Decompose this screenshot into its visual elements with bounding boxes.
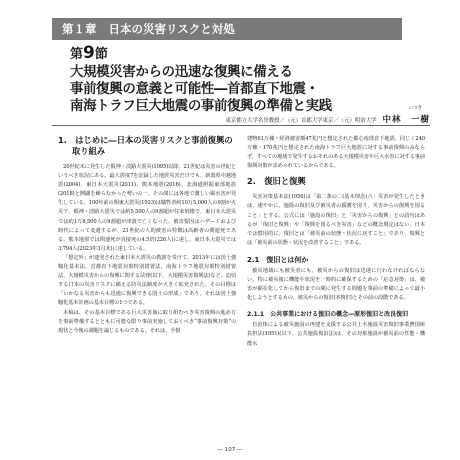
section-number	[70, 43, 108, 63]
article-title-line-1: 大規模災害からの迅速な復興に備える	[70, 65, 293, 80]
author-name: 中林 一樹	[382, 115, 430, 125]
right-column	[247, 135, 425, 349]
header-divider	[52, 125, 430, 126]
section-prefix: 第	[70, 47, 84, 62]
paragraph: 自治体による被災施設の再建を支援する公共土木施設災害復旧事業費国庫負担法(1951)(以下、公共施設復旧法)は、その対象施設が被災前の性能・機能水	[247, 322, 425, 347]
section-1-heading: 1. はじめに―日本の災害リスクと事前復興の取り組み	[58, 135, 233, 156]
paragraph: 災害対策基本法(1956)は「第二条の二(基本理念)六」災害が発生したときは、速やかに、施設の復旧及び被災者の援護を図り、災害からの復興を図ること」とする。公式には「施設の復旧」と「災害からの復興」との語句はあるが「復旧と復興」や「復興を図るべき災害」などの概念規定はない。日本では慣用的に、復旧とは「被災前の状態・状況に戻すこと」であり、復興とは「被災前の状態・状況を改善すること」である。	[247, 194, 425, 246]
paragraph: 20世紀末に発生した阪神・淡路大震災(1995)以降、21世紀は災害の世紀というべき状況にある。最大震度7を記録した地震災害だけでも、新潟県中越地震(2004)、東日本大震災(2011)、熊本地震(2016)、北海道胆振東部地震(2018)と開闢を繰らなかった勢いの一、その間には各地で激しい風水害が発生している。100年前の関東大震災(1923)は犠牲者約10万5,000人の9割が火災で、阪神・淡路大震災では約5,500人の9割超が住家倒壊で、東日本大震災では約1万8,500人の9割超が津波で亡くなった。被害要因はハザードおよび時代によって変遷するが、21世紀の人的被害の特徴は高齢者の関連死である。熊本地震では関連死が直接死の4.5倍(226人)に達し、東日本大震災では3,794人(2023年3月末)に達している。	[58, 164, 236, 252]
section-suffix: 節	[94, 47, 108, 62]
subsection-2-1-heading: 2.1 復旧とは何か	[247, 255, 309, 264]
article-title-line-2: 事前復興の意義と可能性―首都直下地震・	[70, 82, 319, 97]
paragraph: 建物61万棟・経済被害額47兆円と想定された都心南部直下地震、同じく240万棟・170兆円と想定された南海トラフ巨大地震に対する事前復興のみならず、すべての地域で発生するおそれのある大規模災害や巨大水害に対する事前復興対策が求められているからである。	[247, 136, 425, 170]
section-2-heading: 2. 復旧と復興	[247, 176, 306, 187]
paragraph: 本稿は、その基本目標である巨大災害後に取り組むべき災害復興の進め方を事前準備するとともに可能な限り事前実施しておくべき“事前復興対策”の現状と今後の課題を論じるものである。それは、全損	[58, 309, 236, 334]
left-column	[58, 135, 236, 336]
author-affiliation: 東京都立大学名誉教授／（元）首都大学東京／（元）明治大学	[225, 118, 377, 124]
article-title-line-3: 南海トラフ巨大地震の事前復興の準備と実践	[70, 99, 332, 114]
author-name-ruby: いつき	[408, 106, 422, 111]
chapter-label: 第１章	[62, 22, 97, 36]
paragraph: 「想定外」が連発された東日本大震災の教訓を受けて、2013年には国土強靱化基本法、首都直下地震対策特別措置法、南海トラフ地震対策特別措置法、大規模災害からの復興に関する法律(以下、大規模災害復興法)など、迫切する日本の災害リスクに備える防災法制度が大きく拡充された。その目標は「いかなる災害からも迅速に復興できる国土の形成」であり、それは国土強靱化基本計画の基本目標の1つである。	[58, 254, 236, 307]
paragraph: 被災地域にも被災者にも、被災からの復旧は迅速に行わなければならない。特に被災後に機能や状況を一時的に確保するための「応急対策」は、被害が顕在化してから復旧までの間に発生する問題を事前の準備によって最小化しようとするもの。被災からの復旧(本復旧)とその前の段階である。	[247, 267, 425, 302]
section-number-digit: 9	[83, 43, 95, 63]
chapter-header-bar	[52, 18, 402, 40]
subsection-2-1-1-heading: 2.1.1 公共事業における復旧の概念―原形復旧と改良復旧	[247, 311, 409, 319]
chapter-title: 日本の災害リスクと対処	[108, 22, 235, 36]
page-number: ― 107 ―	[217, 447, 243, 453]
